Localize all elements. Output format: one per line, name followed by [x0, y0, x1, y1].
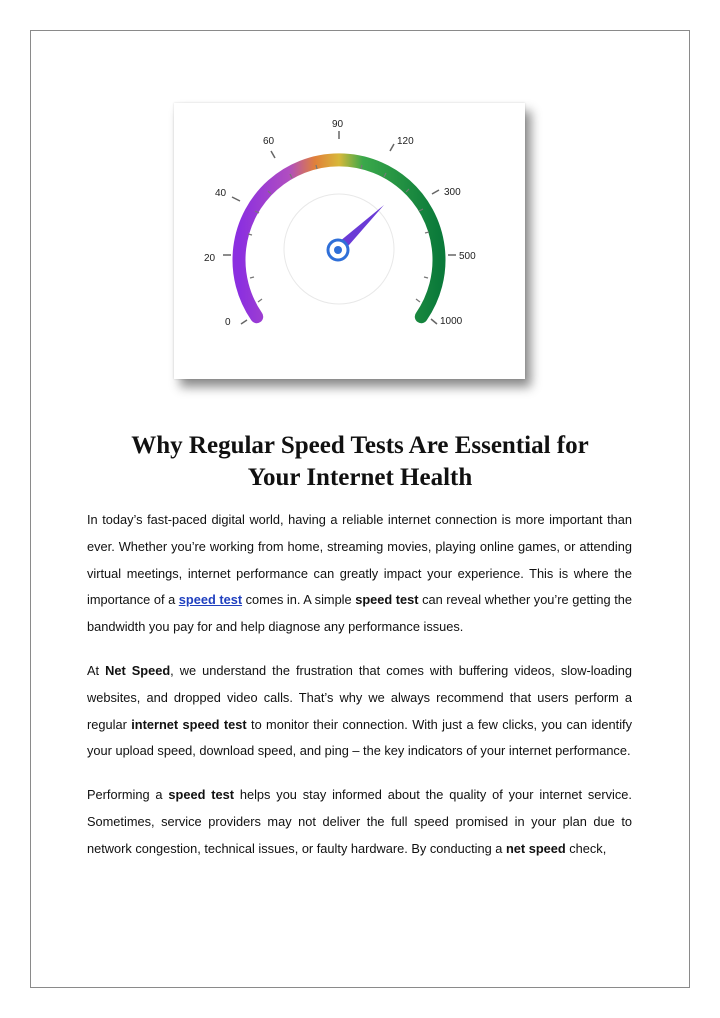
p3-text-1: Performing a [87, 787, 169, 803]
gauge-label-60: 60 [263, 136, 275, 147]
gauge-arc [239, 160, 439, 317]
article-title [60, 430, 660, 494]
gauge-label-300: 300 [444, 187, 461, 198]
gauge-label-1000: 1000 [440, 316, 463, 327]
p3-text-3: check, [565, 840, 607, 856]
p2-text-2: , we understand the frustration that comes with buffering videos, slow-loading websites, and dropped video calls. That’s why we always recommend that users perform a regular [87, 662, 632, 732]
gauge-label-500: 500 [459, 251, 476, 262]
p2-bold-2: internet speed test [131, 716, 247, 732]
p1-bold-1: speed test [355, 592, 419, 608]
p2-bold-1: Net Speed [105, 662, 171, 678]
p3-bold-1: speed test [168, 787, 234, 803]
gauge-hub-inner [334, 246, 342, 254]
speed-test-link[interactable]: speed test [178, 592, 243, 608]
gauge-label-0: 0 [225, 317, 231, 328]
p3-bold-2: net speed [505, 840, 566, 856]
paragraph-3 [87, 782, 632, 862]
article-body [87, 507, 632, 880]
p1-text-1: In today’s fast-paced digital world, having a reliable internet connection is more important than ever. Whether you’re working from home, streaming movies, playing online games, or attending virtual meetings, internet performance can greatly impact your experience. This is where the importance of a [87, 512, 632, 608]
speedometer-image [174, 103, 525, 379]
p2-text-1: At [87, 662, 106, 678]
p3-text-2: helps you stay informed about the quality of your internet service. Sometimes, service providers may not deliver the full speed promised in your plan due to network congestion, technical issues, or faulty hardware. By conducting a [87, 787, 632, 856]
gauge-label-120: 120 [397, 136, 414, 147]
title-line-2: Your Internet Health [247, 464, 473, 491]
speedometer-gauge [174, 103, 525, 379]
p1-text-3: can reveal whether you’re getting the bandwidth you pay for and help diagnose any performance issues. [87, 592, 632, 635]
paragraph-2 [87, 658, 632, 765]
paragraph-1 [87, 507, 632, 641]
gauge-label-20: 20 [204, 253, 216, 264]
title-line-1: Why Regular Speed Tests Are Essential for [131, 432, 589, 459]
gauge-label-90: 90 [332, 119, 344, 130]
gauge-label-40: 40 [215, 188, 227, 199]
p1-text-2: comes in. A simple [242, 592, 356, 608]
p2-text-3: to monitor their connection. With just a few clicks, you can identify your upload speed, download speed, and ping – the key indicators of your internet performance. [87, 716, 633, 759]
